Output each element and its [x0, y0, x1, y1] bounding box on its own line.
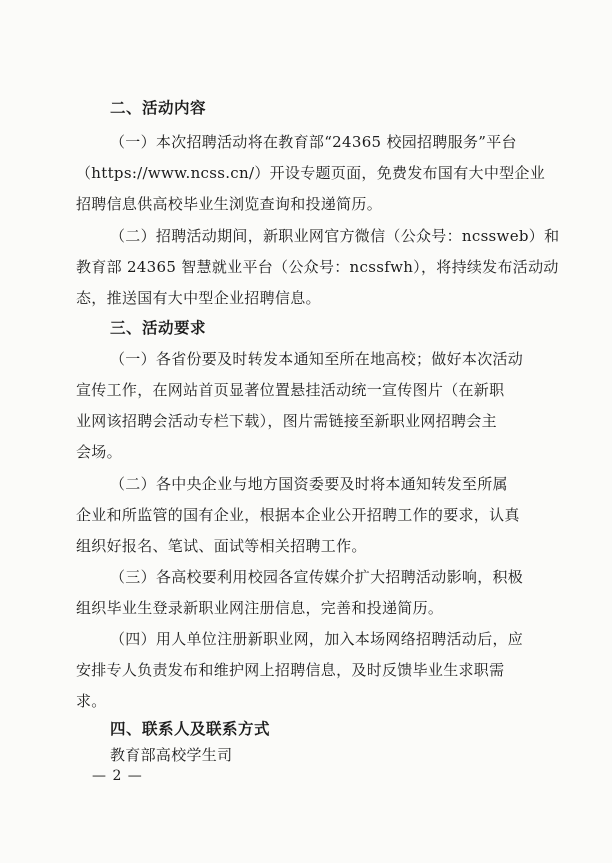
paragraph-line: （一）本次招聘活动将在教育部“24365 校园招聘服务”平台	[110, 133, 517, 151]
section-heading-activity-content: 二、活动内容	[110, 99, 207, 117]
contact-organization: 教育部高校学生司	[110, 746, 233, 764]
section-heading-activity-requirements: 三、活动要求	[110, 319, 207, 337]
paragraph-line: 业网该招聘会活动专栏下载），图片需链接至新职业网招聘会主	[76, 412, 497, 430]
paragraph-line: 招聘信息供高校毕业生浏览查询和投递简历。	[76, 195, 383, 213]
paragraph-line: （一）各省份要及时转发本通知至所在地高校；做好本次活动	[110, 350, 524, 368]
paragraph-line: 会场。	[76, 443, 122, 461]
paragraph-line: （三）各高校要利用校园各宣传媒介扩大招聘活动影响，积极	[110, 568, 524, 586]
paragraph-line: 组织毕业生登录新职业网注册信息，完善和投递简历。	[76, 599, 444, 617]
paragraph-line: （https://www.ncss.cn/）开设专题页面，免费发布国有大中型企业	[76, 164, 546, 182]
paragraph-line: 安排专人负责发布和维护网上招聘信息，及时反馈毕业生求职需	[76, 661, 505, 679]
paragraph-line: 态，推送国有大中型企业招聘信息。	[76, 289, 321, 307]
paragraph-line: 组织好报名、笔试、面试等相关招聘工作。	[76, 537, 367, 555]
section-heading-contact: 四、联系人及联系方式	[110, 720, 271, 738]
paragraph-line: （二）招聘活动期间，新职业网官方微信（公众号：ncssweb）和	[110, 227, 560, 245]
paragraph-line: 教育部 24365 智慧就业平台（公众号：ncssfwh），将持续发布活动动	[76, 258, 559, 276]
paragraph-line: 宣传工作，在网站首页显著位置悬挂活动统一宣传图片（在新职	[76, 381, 505, 399]
paragraph-line: （二）各中央企业与地方国资委要及时将本通知转发至所属	[110, 475, 508, 493]
paragraph-line: 求。	[76, 692, 107, 710]
paragraph-line: 企业和所监管的国有企业，根据本企业公开招聘工作的要求，认真	[76, 506, 520, 524]
page-number: — 2 —	[92, 768, 143, 784]
paragraph-line: （四）用人单位注册新职业网，加入本场网络招聘活动后，应	[110, 630, 524, 648]
